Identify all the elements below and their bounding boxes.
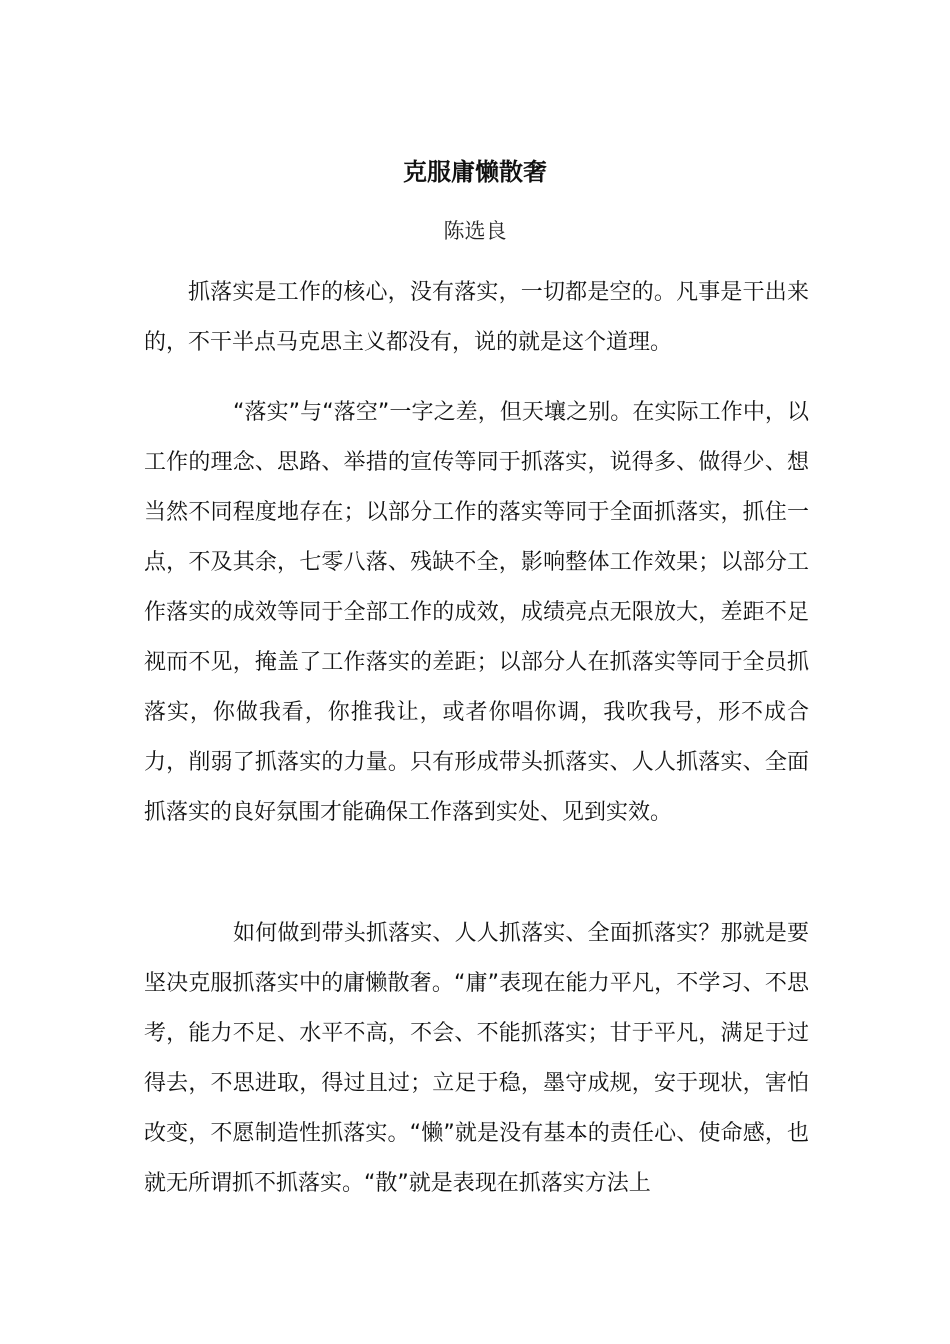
paragraph-3: 如何做到带头抓落实、人人抓落实、全面抓落实？那就是要坚决克服抓落实中的庸懒散奢。“庸”表现在能力平凡，不学习、不思考，能力不足、水平不高，不会、不能抓落实；甘于平凡，满足于过得去，不思进取，得过且过；立足于稳，墨守成规，安于现状，害怕改变，不愿制造性抓落实。“懒”就是没有基本的责任心、使命感，也就无所谓抓不抓落实。“散”就是表现在抓落实方法上: [144, 921, 809, 1196]
paragraph-1: 抓落实是工作的核心，没有落实，一切都是空的。凡事是干出来的，不干半点马克思主义都没有，说的就是这个道理。: [144, 280, 809, 355]
document-author: 陈选良: [443, 219, 507, 243]
paragraph-2: “落实”与“落空”一字之差，但天壤之别。在实际工作中，以工作的理念、思路、举措的宣传等同于抓落实，说得多、做得少、想当然不同程度地存在；以部分工作的落实等同于全面抓落实，抓住一点，不及其余，七零八落、残缺不全，影响整体工作效果；以部分工作落实的成效等同于全部工作的成效，成绩亮点无限放大，差距不足视而不见，掩盖了工作落实的差距；以部分人在抓落实等同于全员抓落实，你做我看，你推我让，或者你唱你调，我吹我号，形不成合力，削弱了抓落实的力量。只有形成带头抓落实、人人抓落实、全面抓落实的良好氛围才能确保工作落到实处、见到实效。: [144, 400, 809, 825]
document-title: 克服庸懒散奢: [403, 158, 547, 186]
